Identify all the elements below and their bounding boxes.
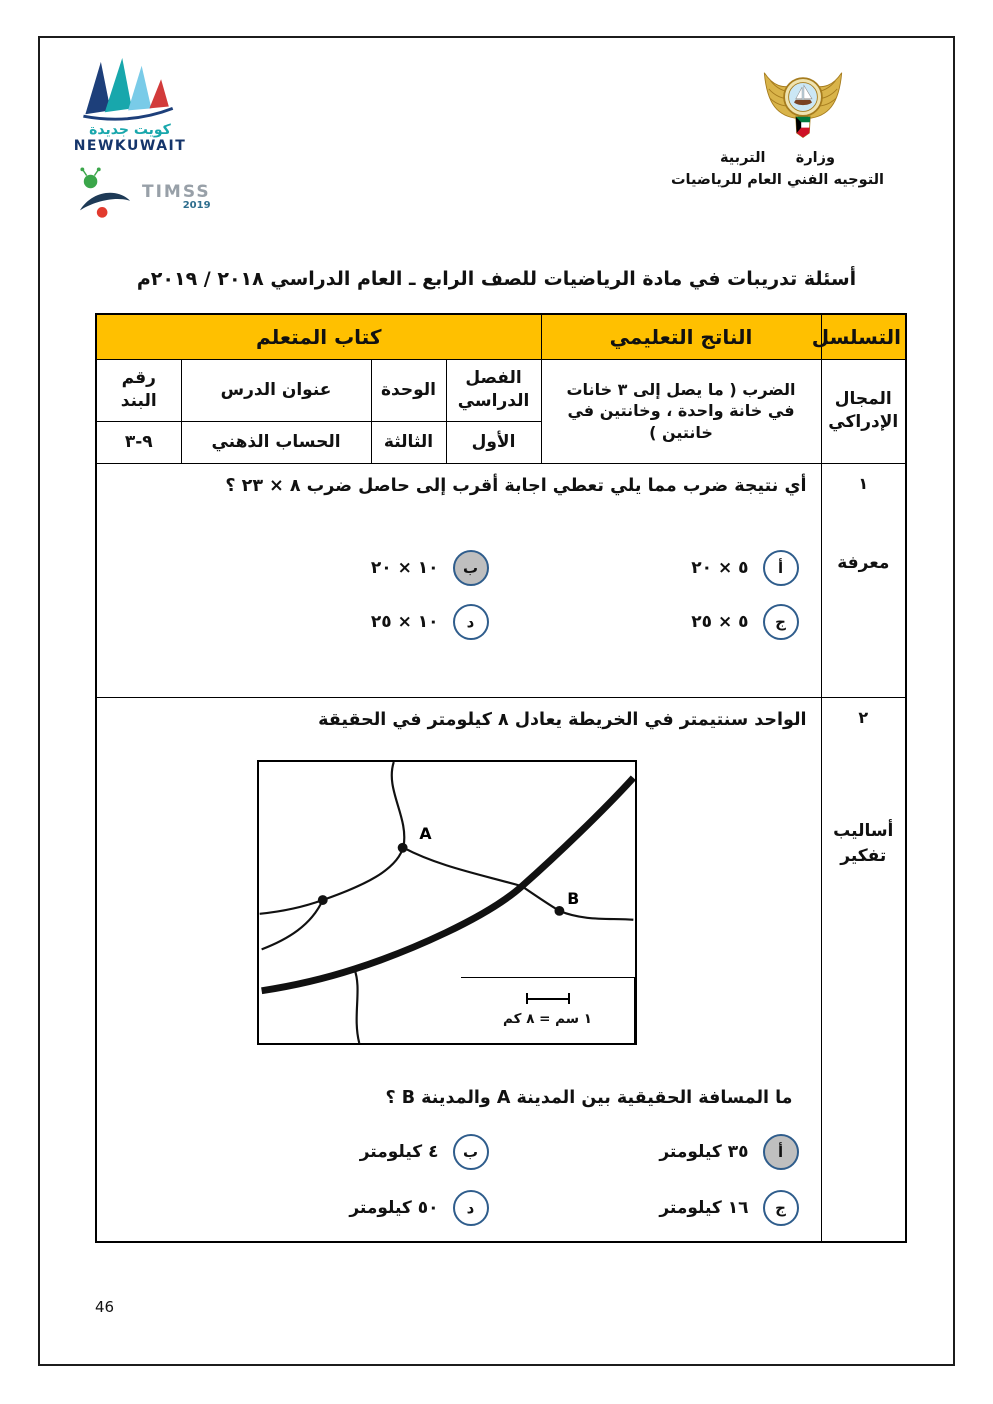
map-road-southwest [262, 900, 323, 949]
question-2-sequence-cell [821, 697, 906, 1242]
header-learner-book: كتاب المتعلم [96, 314, 541, 359]
subheader-unit: الوحدة [371, 359, 446, 421]
question-2-options [179, 1134, 821, 1226]
map-image [257, 760, 637, 1045]
ministry-department: التوجيه الفني العام للرياضيات [670, 171, 885, 188]
newkuwait-english-label: NEWKUWAIT [73, 138, 187, 154]
q1-option-d-text: ١٠ × ٢٥ [370, 611, 439, 632]
timss-logo [76, 166, 211, 226]
city-a-dot [398, 842, 408, 852]
kuwait-emblem-icon [758, 58, 848, 154]
timss-year-label: 2019 [182, 199, 211, 211]
q1-option-c-circle[interactable]: ج [763, 604, 799, 640]
q2-option-b-text: ٤ كيلومتر [359, 1141, 439, 1162]
q1-option-b-text: ١٠ × ٢٠ [370, 557, 439, 578]
q1-option-c-text: ٥ × ٢٥ [691, 611, 749, 632]
map-scale-legend [461, 977, 635, 1043]
newkuwait-logo [68, 56, 192, 154]
q2-option-d[interactable] [179, 1190, 489, 1226]
question-1-domain: معرفة [837, 552, 890, 573]
question-2-number: ٢ [858, 707, 869, 727]
q2-option-a-text: ٣٥ كيلومتر [659, 1141, 749, 1162]
ministry-name: وزارة التربية [719, 150, 836, 166]
q1-option-a-circle[interactable]: أ [763, 550, 799, 586]
value-semester: الأول [446, 421, 541, 463]
value-item-number: ٩-٣ [96, 421, 181, 463]
header-learning-outcome: الناتج التعليمي [541, 314, 821, 359]
q1-option-b-circle[interactable]: ب [453, 550, 489, 586]
q1-option-b[interactable] [179, 550, 489, 586]
value-lesson-title: الحساب الذهني [181, 421, 371, 463]
question-1-text: أي نتيجة ضرب مما يلي تعطي اجابة أقرب إلى حاصل ضرب ٨ × ٢٣ ؟ [225, 475, 807, 496]
map-thick-road [262, 777, 634, 990]
value-unit: الثالثة [371, 421, 446, 463]
city-a-label: A [419, 823, 432, 843]
newkuwait-arabic-label: كويت جديدة [89, 122, 171, 138]
scale-bar-icon [526, 993, 570, 1004]
map-road-north [260, 762, 405, 914]
scale-text: ١ سم = ٨ كم [503, 1011, 592, 1027]
city-west-dot [318, 895, 328, 905]
question-1-cell [96, 463, 821, 697]
question-1-options [179, 550, 821, 640]
q2-option-a[interactable] [489, 1134, 799, 1170]
timss-label: TIMSS [142, 181, 211, 202]
q2-option-d-text: ٥٠ كيلومتر [349, 1197, 439, 1218]
city-b-label: B [567, 888, 580, 908]
subheader-lesson-title: عنوان الدرس [181, 359, 371, 421]
q1-option-a[interactable] [489, 550, 799, 586]
question-1-sequence-cell [821, 463, 906, 697]
question-2-subtext: ما المسافة الحقيقية بين المدينة A والمدينة B ؟ [385, 1087, 793, 1108]
exam-table [95, 313, 907, 1243]
q1-option-d[interactable] [179, 604, 489, 640]
q1-option-a-text: ٥ × ٢٠ [691, 557, 749, 578]
subheader-item-number: رقم البند [96, 359, 181, 421]
question-1-number: ١ [858, 473, 869, 493]
q2-option-b[interactable] [179, 1134, 489, 1170]
question-2-cell [96, 697, 821, 1242]
q2-option-a-circle[interactable]: أ [763, 1134, 799, 1170]
q2-option-c[interactable] [489, 1190, 799, 1226]
subheader-semester: الفصل الدراسي [446, 359, 541, 421]
q2-option-b-circle[interactable]: ب [453, 1134, 489, 1170]
document-title: أسئلة تدريبات في مادة الرياضيات للصف الرابع ـ العام الدراسي ٢٠١٨ / ٢٠١٩م [136, 268, 857, 290]
question-2-text: الواحد سنتيمتر في الخريطة يعادل ٨ كيلومتر في الحقيقة [318, 709, 807, 730]
map-road-center [404, 847, 522, 885]
q2-option-c-text: ١٦ كيلومتر [659, 1197, 749, 1218]
city-b-dot [554, 905, 564, 915]
header-sequence: التسلسل [821, 314, 906, 359]
timss-figure-icon [76, 166, 136, 226]
page-number: 46 [95, 1298, 115, 1316]
q1-option-c[interactable] [489, 604, 799, 640]
question-2-domain: أساليب تفكير [833, 820, 894, 866]
q2-option-c-circle[interactable]: ج [763, 1190, 799, 1226]
q1-option-d-circle[interactable]: د [453, 604, 489, 640]
q2-option-d-circle[interactable]: د [453, 1190, 489, 1226]
map-road-south [354, 969, 359, 1043]
ministry-header [660, 148, 895, 192]
outcome-text-cell: الضرب ( ما يصل إلى ٣ خانات في خانة واحدة ، وخانتين في خانتين ) [541, 359, 821, 463]
cognitive-domain-cell: المجال الإدراكي [821, 359, 906, 463]
